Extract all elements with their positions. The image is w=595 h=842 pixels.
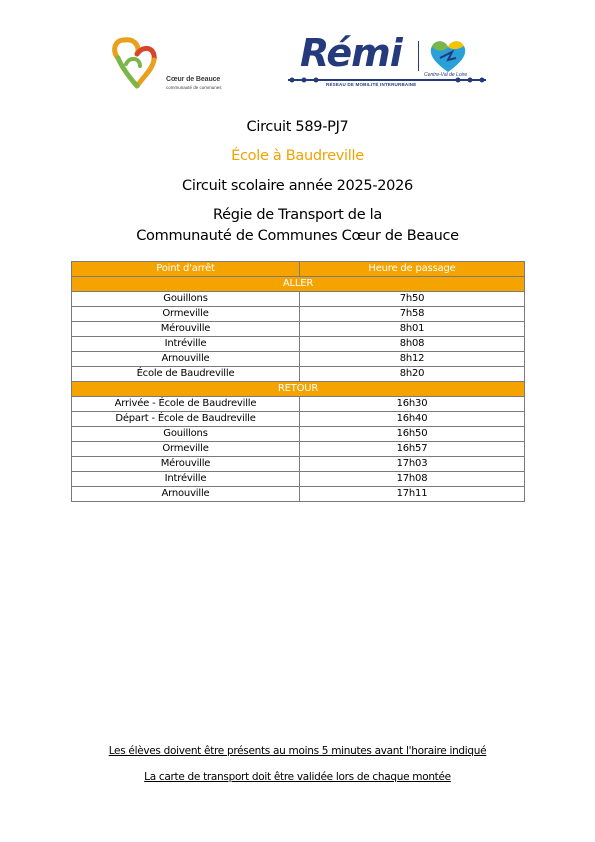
table-row: [72, 487, 525, 502]
stop-name: Mérouville: [72, 457, 300, 472]
stop-time: 16h40: [300, 412, 525, 427]
stop-name: Ormeville: [72, 307, 300, 322]
table-row: [72, 397, 525, 412]
stop-time: 8h20: [300, 367, 525, 382]
table-row: [72, 472, 525, 487]
coeur-de-beauce-logo: [110, 34, 230, 94]
stop-name: Gouillons: [72, 292, 300, 307]
section-label: ALLER: [72, 277, 525, 292]
stop-name: Intréville: [72, 337, 300, 352]
stop-name: École de Baudreville: [72, 367, 300, 382]
logo-name: Cœur de Beauce: [166, 76, 221, 83]
stop-name: Arrivée - École de Baudreville: [72, 397, 300, 412]
logo-subtitle: communauté de communes: [166, 85, 222, 90]
section-row-aller: [72, 277, 525, 292]
table-row: [72, 352, 525, 367]
heart-region-icon: [426, 38, 470, 74]
stop-time: 7h50: [300, 292, 525, 307]
logo-divider: [418, 41, 419, 71]
stop-time: 8h12: [300, 352, 525, 367]
stop-time: 16h30: [300, 397, 525, 412]
table-row: [72, 367, 525, 382]
table-row: [72, 292, 525, 307]
note-card: La carte de transport doit être validée lors de chaque montée: [144, 771, 451, 783]
table-row: [72, 307, 525, 322]
stop-time: 7h58: [300, 307, 525, 322]
table-header-row: [72, 262, 525, 277]
operator-line-1: Régie de Transport de la: [213, 207, 382, 223]
region-label: Centre-Val de Loire: [424, 72, 468, 78]
table-row: [72, 337, 525, 352]
stop-time: 8h08: [300, 337, 525, 352]
remi-logo: [286, 32, 492, 96]
logo-tagline: RÉSEAU DE MOBILITÉ INTERURBAINE: [326, 82, 417, 87]
table-row: [72, 412, 525, 427]
header-block: [0, 118, 595, 245]
stop-name: Arnouville: [72, 352, 300, 367]
operator-line-2: Communauté de Communes Cœur de Beauce: [136, 228, 459, 244]
column-header-stop: Point d'arrêt: [72, 262, 300, 277]
stop-name: Intréville: [72, 472, 300, 487]
table-row: [72, 442, 525, 457]
stop-name: Arnouville: [72, 487, 300, 502]
section-row-retour: [72, 382, 525, 397]
column-header-time: Heure de passage: [300, 262, 525, 277]
footer-notes: [0, 744, 595, 784]
stop-time: 16h50: [300, 427, 525, 442]
table-row: [72, 457, 525, 472]
stop-time: 17h03: [300, 457, 525, 472]
table-row: [72, 427, 525, 442]
stop-time: 17h08: [300, 472, 525, 487]
heart-logo-icon: [110, 34, 166, 94]
section-label: RETOUR: [72, 382, 525, 397]
table-row: [72, 322, 525, 337]
circuit-title: Circuit 589-PJ7: [246, 119, 349, 135]
stop-name: Gouillons: [72, 427, 300, 442]
stop-time: 8h01: [300, 322, 525, 337]
stop-name: Ormeville: [72, 442, 300, 457]
note-arrival: Les élèves doivent être présents au moins 5 minutes avant l'horaire indiqué: [108, 745, 487, 757]
timetable: [71, 261, 525, 502]
stop-name: Départ - École de Baudreville: [72, 412, 300, 427]
remi-wordmark: Rémi: [300, 31, 402, 75]
stop-time: 17h11: [300, 487, 525, 502]
year-title: Circuit scolaire année 2025-2026: [182, 178, 413, 194]
school-title: École à Baudreville: [231, 148, 364, 164]
stop-time: 16h57: [300, 442, 525, 457]
stop-name: Mérouville: [72, 322, 300, 337]
